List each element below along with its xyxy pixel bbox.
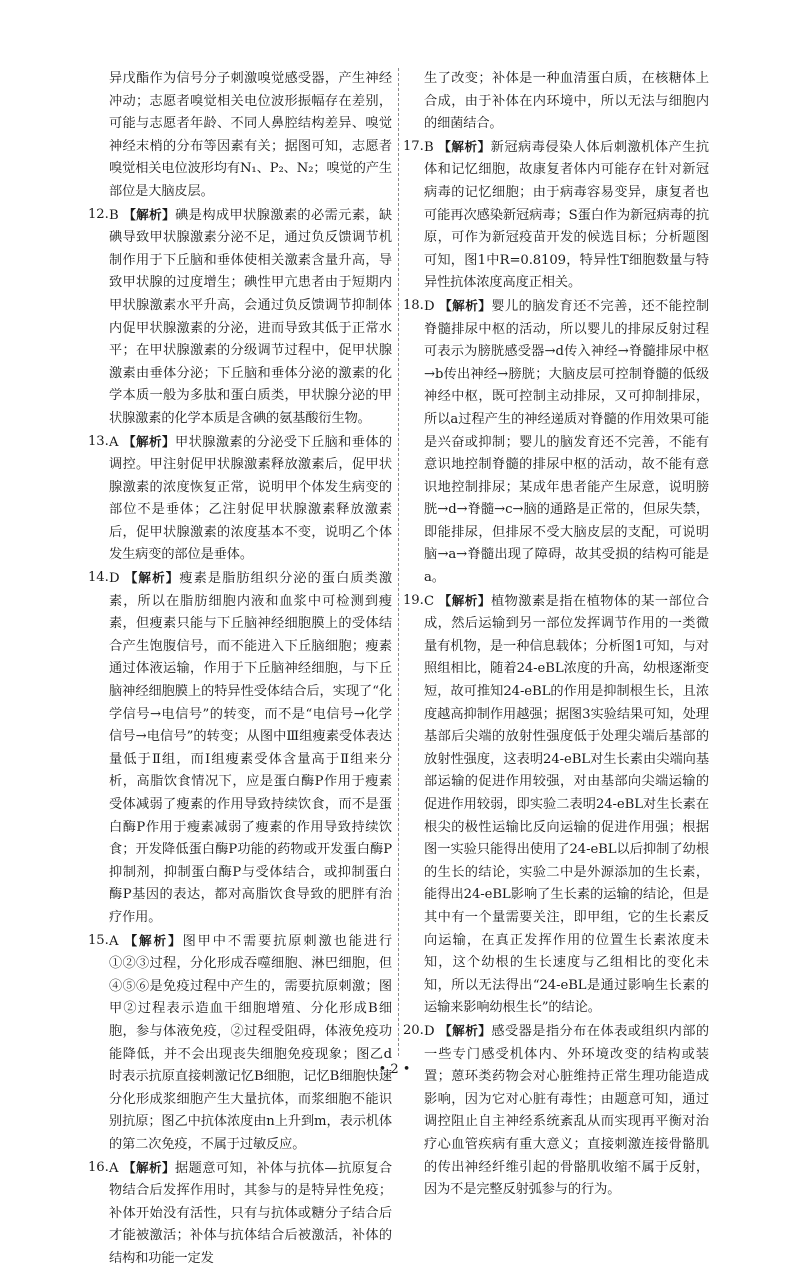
answer-choice: D	[109, 571, 119, 586]
answer-choice: B	[424, 140, 434, 155]
answer-item	[88, 431, 392, 568]
answer-item	[88, 567, 392, 930]
analysis-text: 图甲中不需要抗原刺激也能进行①②③过程，分化形成吞噬细胞、淋巴细胞，但④⑤⑥是免疫过程中产生的，需要抗原刺激；图甲②过程表示造血干细胞增殖、分化形成B细胞，参与体液免疫，②过程受阻碍，体液免疫功能降低，并不会出现丧失细胞免疫现象；图乙d时表示抗原直接刺激记忆B细胞，记忆B细胞快速分化形成浆细胞产生大量抗体，而浆细胞不能识别抗原；图乙中抗体浓度由n上升到m，表示机体的第二次免疫，不属于过敏反应。	[109, 934, 392, 1152]
question-number: 20.	[403, 1020, 424, 1043]
analysis-text: 植物激素是指在植物体的某一部位合成，然后运输到另一部位发挥调节作用的一类微量有机物，是一种信息载体；分析图1可知，与对照组相比，随着24-eBL浓度的升高，幼根逐渐变短，故可推知24-eBL的作用是抑制根生长，且浓度越高抑制作用越强；据图3实验结果可知，处理基部后尖端的放射性强度低于处理尖端后基部的放射性强度，这表明24-eBL对生长素由尖端向基部运输的促进作用较强，对由基部向尖端运输的促进作用较弱，即实验二表明24-eBL对生长素在根尖的极性运输比反向运输的促进作用强；根据图一实验只能得出使用了24-eBL以后抑制了幼根的生长的结论，实验二中是外源添加的生长素，能得出24-eBL影响了生长素的运输的结论，但是其中有一个量需要关注，即甲组，它的生长素反向运输，在真正发挥作用的位置生长素浓度未知，这个幼根的生长速度与乙组相比的变化未知，所以无法得出“24-eBL是通过影响生长素的运输来影响幼根生长”的结论。	[424, 594, 709, 1016]
answer-choice: C	[424, 594, 434, 609]
question-number: 18.	[403, 295, 424, 318]
analysis-text: 瘦素是脂肪组织分泌的蛋白质类激素，所以在脂肪细胞内液和血浆中可检测到瘦素，但瘦素只能与下丘脑神经细胞膜上的受体结合产生饱腹信号，而不能进入下丘脑细胞；瘦素通过体液运输，作用于下丘脑神经细胞，与下丘脑神经细胞膜上的特异性受体结合后，实现了“化学信号→电信号”的转变，而不是“电信号→化学信号→电信号”的转变；从图中Ⅲ组瘦素受体表达量低于Ⅱ组，而Ⅰ组瘦素受体含量高于Ⅱ组来分析，高脂饮食情况下，应是蛋白酶P作用于瘦素受体减弱了瘦素的作用导致持续饮食，而不是蛋白酶P作用于瘦素减弱了瘦素的作用导致持续饮食；开发降低蛋白酶P功能的药物或开发蛋白酶P抑制剂，抑制蛋白酶P与受体结合，或抑制蛋白酶P基因的表达，都对高脂饮食导致的肥胖有治疗作用。	[109, 571, 392, 925]
answer-choice: A	[109, 1161, 118, 1176]
analysis-tag: 【解析】	[439, 298, 491, 313]
analysis-text: 感受器是指分布在体表或组织内部的一些专门感受机体内、外环境改变的结构或装置；蒽环类药物会对心脏维持正常生理功能造成影响，因为它对心脏有毒性；由题意可知，通过调控阻止自主神经系统紊乱从而实现再平衡对治疗心血管疾病有重大意义；直接刺激连接骨骼肌的传出神经纤维引起的骨骼肌收缩不属于反射，因为不是完整反射弧参与的行为。	[424, 1024, 709, 1197]
question-number: 17.	[403, 136, 424, 159]
answer-item	[403, 136, 709, 295]
analysis-text: 据题意可知，补体与抗体—抗原复合物结合后发挥作用时，其参与的是特异性免疫；补体开始没有活性，只有与抗体或糖分子结合后才能被激活；补体与抗体结合后被激活，补体的结构和功能一定发	[109, 1161, 392, 1266]
answer-item	[403, 295, 709, 590]
analysis-tag: 【解析】	[123, 1160, 175, 1175]
analysis-tag: 【解析】	[123, 434, 175, 449]
question-number: 12.	[88, 204, 109, 227]
analysis-text: 甲状腺激素的分泌受下丘脑和垂体的调控。甲注射促甲状腺激素释放激素后，促甲状腺激素的浓度恢复正常，说明甲个体发生病变的部位不是垂体；乙注射促甲状腺激素释放激素后，促甲状腺激素的浓度基本不变，说明乙个体发生病变的部位是垂体。	[109, 435, 392, 563]
analysis-text: 婴儿的脑发育还不完善，还不能控制脊髓排尿中枢的活动，所以婴儿的排尿反射过程可表示为膀胱感受器→d传入神经→脊髓排尿中枢→b传出神经→膀胱；大脑皮层可控制脊髓的低级神经中枢，既可控制主动排尿，又可抑制排尿，所以a过程产生的神经递质对脊髓的作用效果可能是兴奋或抑制；婴儿的脑发育还不完善，不能有意识地控制脊髓的排尿中枢的活动，故不能有意识地控制排尿；某成年患者能产生尿意，说明膀胱→d→脊髓→c→脑的通路是正常的，但尿失禁，即能排尿，但排尿不受大脑皮层的支配，可说明脑→a→脊髓出现了障碍，故其受损的结构可能是a。	[424, 299, 709, 585]
right-continuation-paragraph: 生了改变；补体是一种血清蛋白质，在核糖体上合成，由于补体在内环境中，所以无法与细胞内的细菌结合。	[403, 68, 709, 136]
answer-choice: A	[109, 435, 118, 450]
question-number: 13.	[88, 431, 109, 454]
answer-choice: A	[109, 934, 118, 949]
answer-item	[403, 1020, 709, 1202]
right-answer-list	[403, 136, 709, 1202]
analysis-tag: 【解析】	[439, 593, 491, 608]
question-number: 15.	[88, 930, 109, 953]
analysis-tag: 【解析】	[125, 570, 180, 585]
analysis-tag: 【解析】	[438, 139, 490, 154]
left-continuation-paragraph: 异戊酯作为信号分子刺激嗅觉感受器，产生神经冲动；志愿者嗅觉相关电位波形振幅存在差别，可能与志愿者年龄、不同人鼻腔结构差异、嗅觉神经末梢的分布等因素有关；据图可知，志愿者嗅觉相关电位波形均有N₁、P₂、N₂；嗅觉的产生部位是大脑皮层。	[88, 68, 392, 204]
answer-choice: B	[109, 208, 119, 223]
answer-item	[88, 1157, 392, 1270]
answer-item	[88, 204, 392, 431]
page-number: • 2 •	[0, 1062, 789, 1077]
analysis-tag: 【解析】	[439, 1023, 491, 1038]
question-number: 14.	[88, 567, 109, 590]
right-column	[403, 68, 709, 1202]
question-number: 19.	[403, 590, 424, 613]
answer-choice: D	[424, 299, 434, 314]
analysis-text: 新冠病毒侵染人体后刺激机体产生抗体和记忆细胞，故康复者体内可能存在针对新冠病毒的记忆细胞；由于病毒容易变异，康复者也可能再次感染新冠病毒；S蛋白作为新冠病毒的抗原，可作为新冠疫苗开发的候选目标；分析题图可知，图1中R=0.8109，特异性T细胞数量与特异性抗体浓度高度正相关。	[424, 140, 709, 291]
answer-item	[403, 590, 709, 1020]
analysis-text: 碘是构成甲状腺激素的必需元素，缺碘导致甲状腺激素分泌不足，通过负反馈调节机制作用于下丘脑和垂体使相关激素含量升高，导致甲状腺的过度增生；碘性甲亢患者由于短期内甲状腺激素水平升高，会通过负反馈调节抑制体内促甲状腺激素的分泌，进而导致其低于正常水平；在甲状腺激素的分级调节过程中，促甲状腺激素由垂体分泌；下丘脑和垂体分泌的激素的化学本质一般为多肽和蛋白质类，甲状腺分泌的甲状腺激素的化学本质是含碘的氨基酸衍生物。	[109, 208, 392, 426]
answer-item	[88, 930, 392, 1157]
analysis-tag: 【解析】	[123, 207, 175, 222]
left-column	[88, 68, 392, 1270]
left-answer-list	[88, 204, 392, 1270]
question-number: 16.	[88, 1157, 109, 1180]
column-divider	[398, 68, 399, 1056]
analysis-tag: 【解析】	[125, 933, 183, 948]
answer-choice: D	[424, 1024, 434, 1039]
